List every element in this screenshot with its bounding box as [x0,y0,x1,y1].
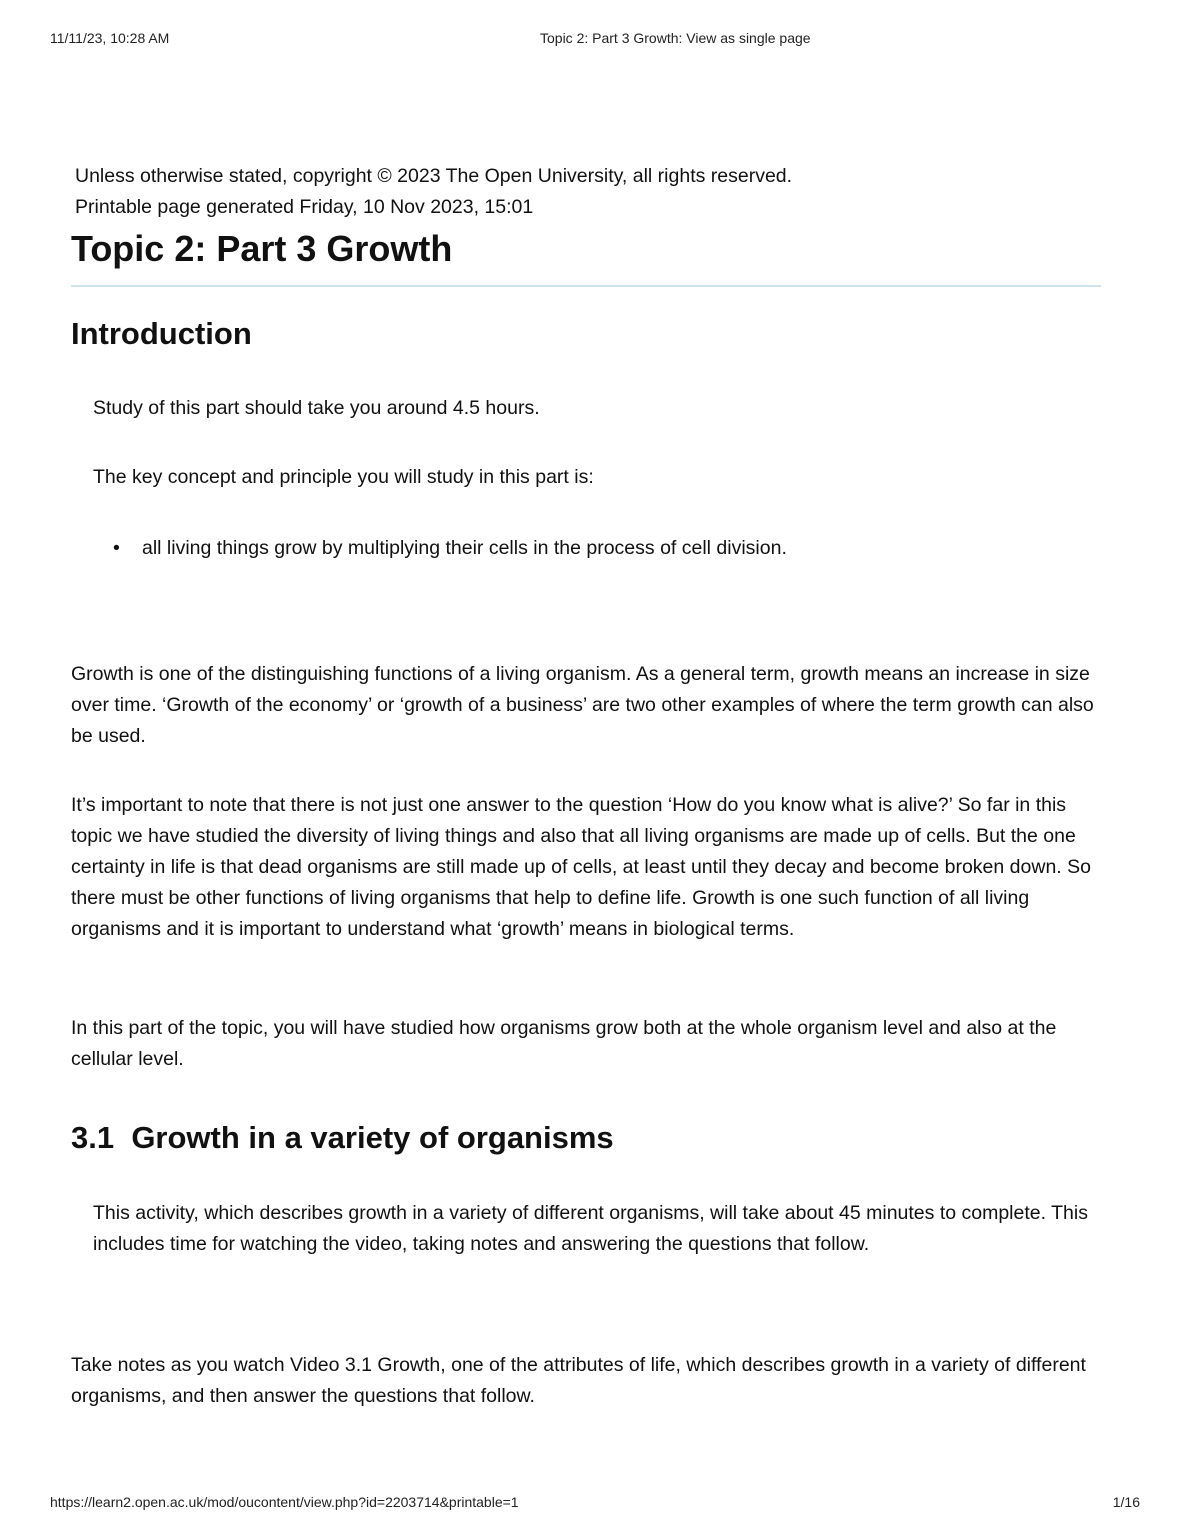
video-instruction: Take notes as you watch Video 3.1 Growth, one of the attributes of life, which describes growth in a variety of different organisms, and then answer the questions that follow. [71,1354,1086,1407]
activity-note: This activity, which describes growth in a variety of different organisms, will take about 45 minutes to complete. This includes time for watching the video, taking notes and answering the questions that follow. [93,1202,1088,1255]
print-url: https://learn2.open.ac.uk/mod/oucontent/view.php?id=2203714&printable=1 [50,1494,519,1510]
print-datetime: 11/11/23, 10:28 AM [50,30,170,46]
print-header-title: Topic 2: Part 3 Growth: View as single page [540,30,811,46]
intro-paragraph: In this part of the topic, you will have studied how organisms grow both at the whole organism level and also at the cellular level. [71,1017,1057,1070]
copyright-notice: Unless otherwise stated, copyright © 2023 The Open University, all rights reserved. [75,165,793,187]
bullet-icon: • [113,537,120,559]
intro-paragraph: It’s important to note that there is not just one answer to the question ‘How do you know what is alive?’ So far in this topic we have studied the diversity of living things and also that all living organisms are made up of cells. But the one certainty in life is that dead organisms are still made up of cells, at least until they decay and become broken down. So there must be other functions of living organisms that help to define life. Growth is one such function of all living organisms and it is important to understand what ‘growth’ means in biological terms. [71,794,1091,940]
key-concept-intro: The key concept and principle you will study in this part is: [93,466,594,488]
section-heading-3-1: 3.1 Growth in a variety of organisms [71,1120,614,1155]
intro-paragraph: Growth is one of the distinguishing functions of a living organism. As a general term, growth means an increase in size over time. ‘Growth of the economy’ or ‘growth of a business’ are two other examples of where the term growth can also be used. [71,663,1094,747]
list-item [113,533,787,564]
title-divider [71,285,1101,287]
page-title: Topic 2: Part 3 Growth [71,228,453,269]
introduction-heading: Introduction [71,316,252,351]
generated-timestamp: Printable page generated Friday, 10 Nov 2023, 15:01 [75,196,534,218]
page-number: 1/16 [1112,1494,1140,1510]
study-time-note: Study of this part should take you around 4.5 hours. [93,397,540,419]
bullet-text: all living things grow by multiplying their cells in the process of cell division. [142,537,787,559]
